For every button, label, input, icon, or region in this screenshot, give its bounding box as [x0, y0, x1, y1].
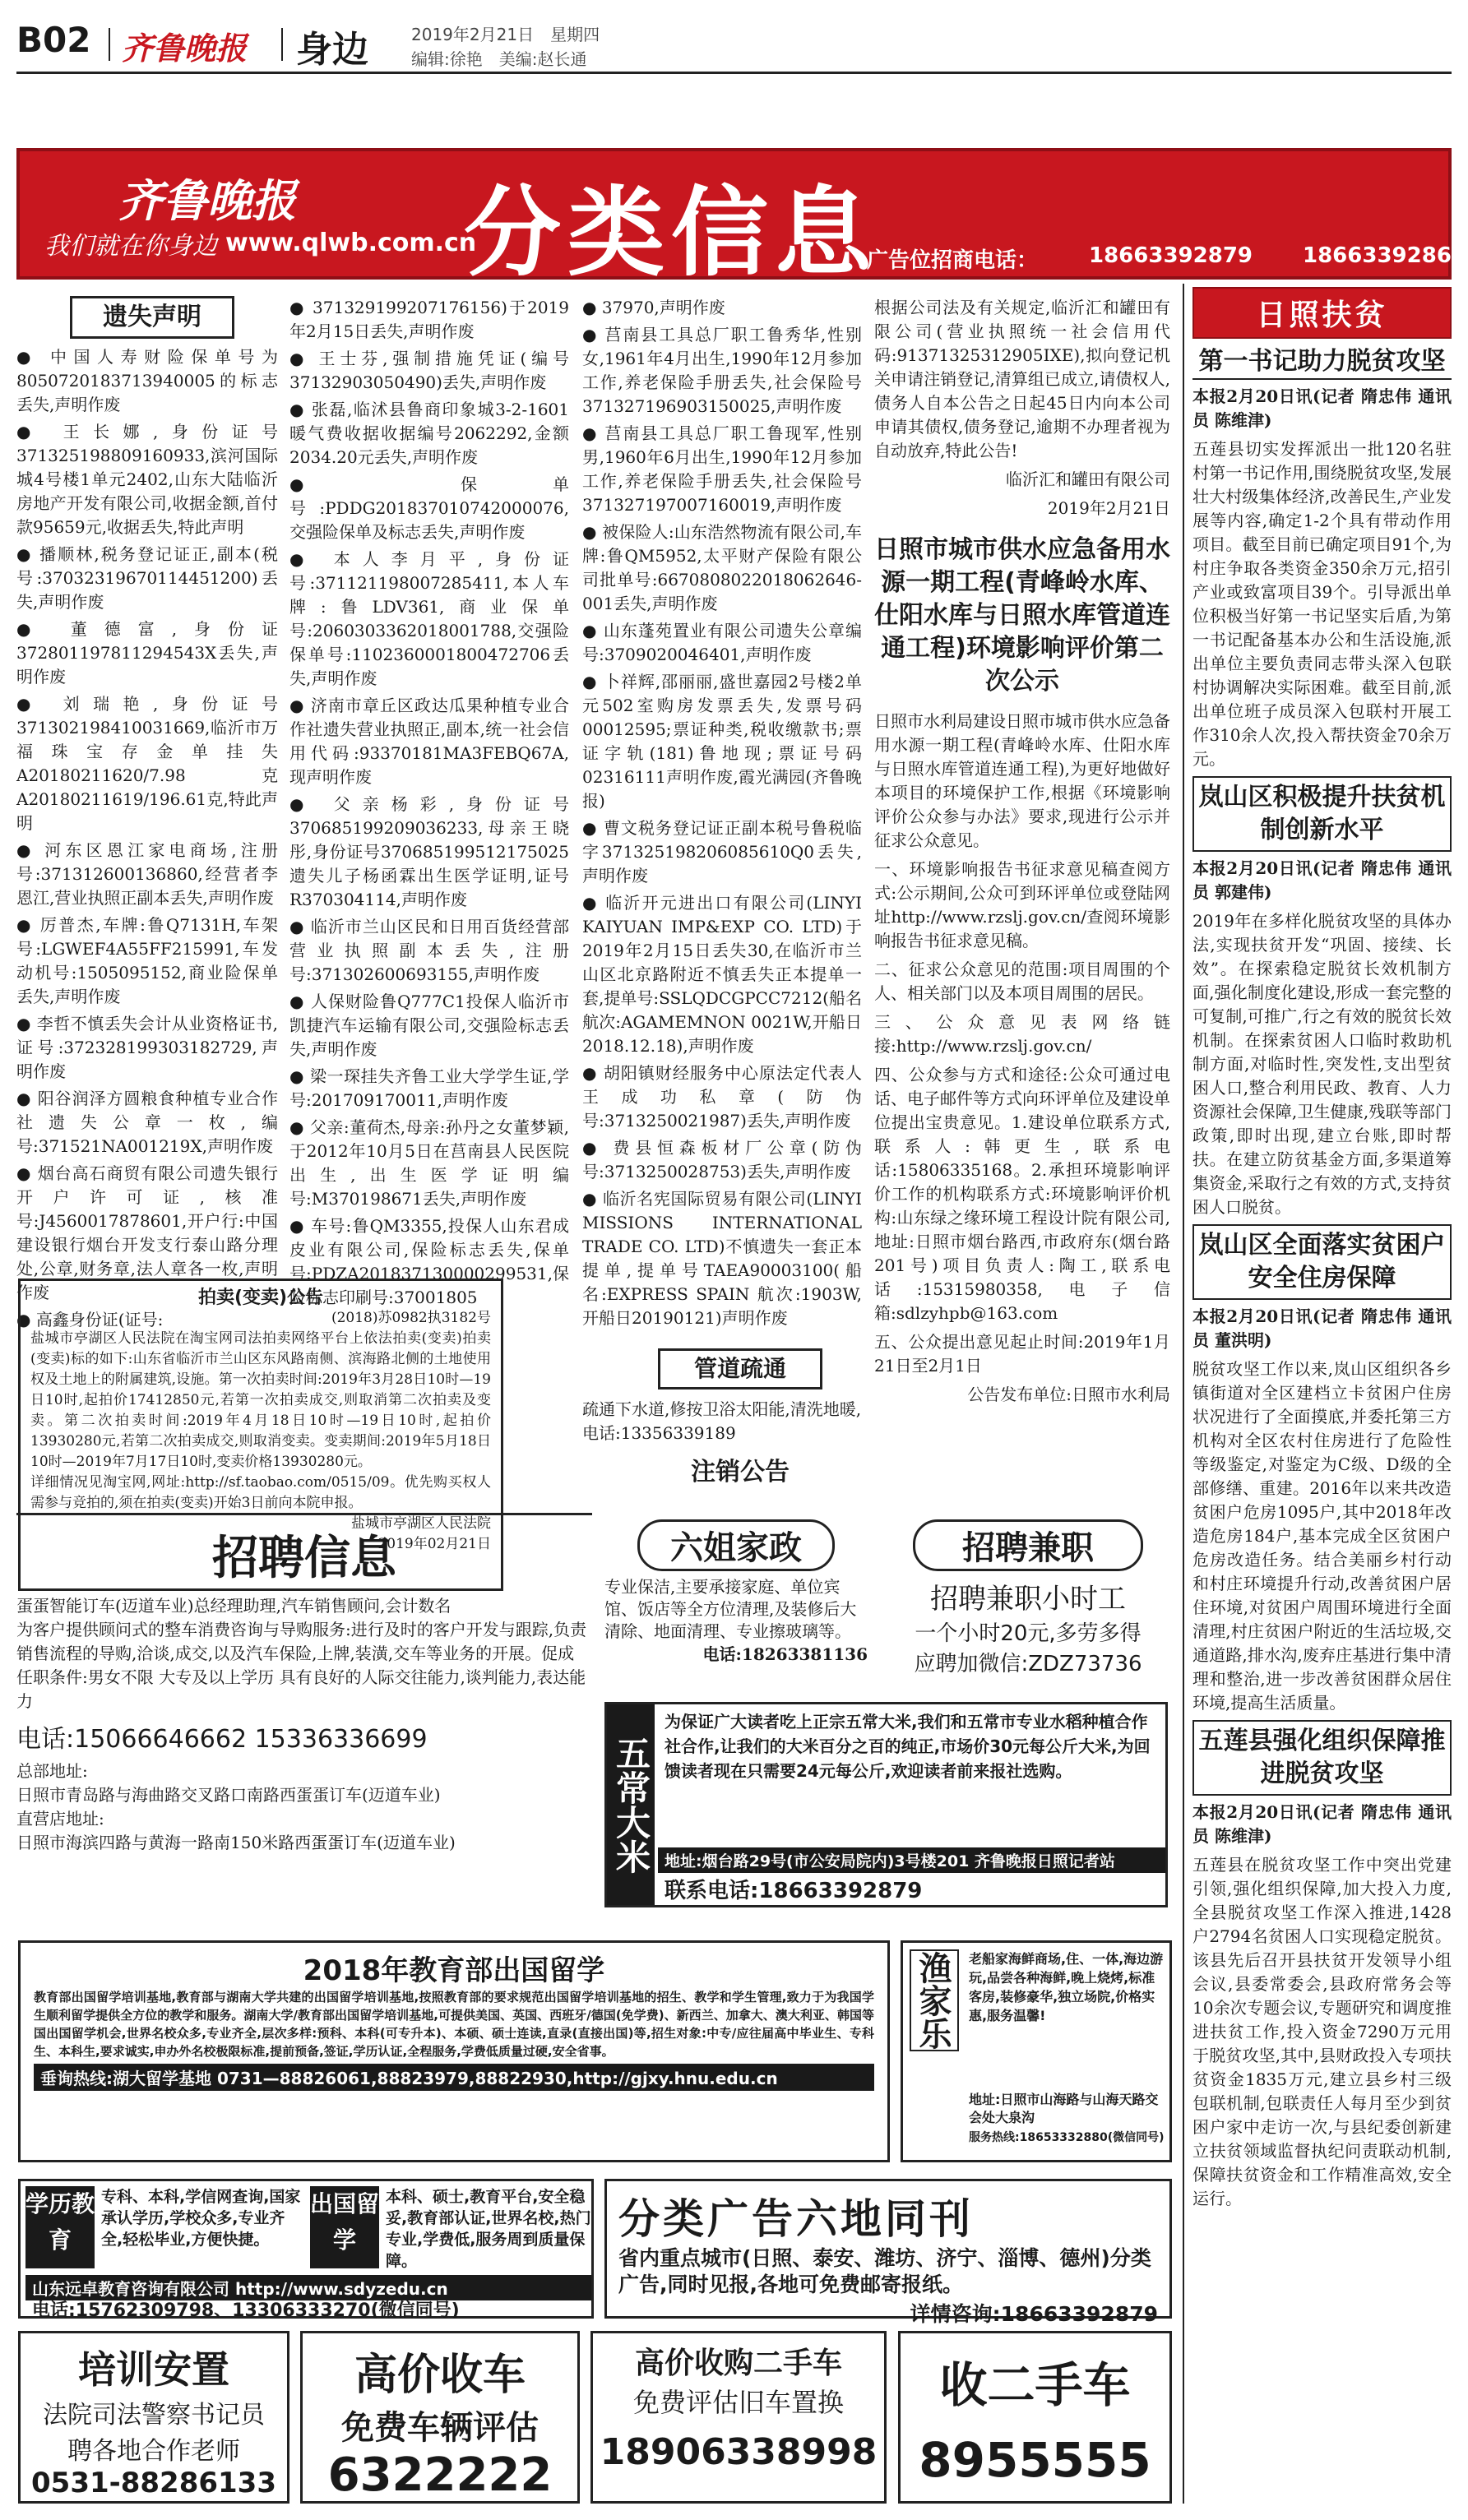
poverty-banner — [1192, 287, 1452, 339]
list-item: ● 山东蓬苑置业有限公司遗失公章编号:3709020046401,声明作废 — [582, 619, 862, 667]
list-item: ● 王士芬,强制措施凭证(编号37132903050490)丢失,声明作废 — [289, 347, 569, 395]
env-notice-title: 日照市城市供水应急备用水源一期工程(青峰岭水库、仕阳水库与日照水库管道连通工程)环境影响评价第二次公示 — [874, 535, 1170, 696]
divider — [109, 28, 110, 61]
list-item: ● 车号:鲁QM3355,投保人山东君成皮业有限公司,保险标志丢失,保单号:PDZA201837130000299531,保险标志印刷号:37001805 — [289, 1214, 569, 1310]
edu-heading: 2018年教育部出国留学 — [303, 1954, 605, 1987]
parttime-heading-box — [913, 1519, 1143, 1571]
used-car-ad — [590, 2331, 887, 2504]
article-title: 岚山区积极提升扶贫机制创新水平 — [1192, 776, 1452, 852]
recruit-store-label: 直营店地址: — [16, 1809, 104, 1829]
school-text-2: 本科、硕士,教育平台,安全稳妥,教育部认证,世界名校,热门专业,学费低,服务周到质量保障。 — [386, 2188, 591, 2270]
list-item: ● 莒南县工具总厂职工鲁现军,性别男,1960年6月出生,1990年12月参加工作,养老保险手册丢失,社会保险号371327197007160019,声明作废 — [582, 422, 862, 517]
auction-case-number: (2018)苏0982执3182号 — [331, 1310, 491, 1326]
list-item: ● 河东区恩江家电商场,注册号:371312600136860,经营者李恩江,营业执照正副本丢失,声明作废 — [16, 839, 278, 910]
liujie-phone: 电话:18263381136 — [702, 1644, 868, 1664]
recruit-section — [16, 1513, 592, 1924]
school-text-1: 专科、本科,学信网查询,国家承认学历,学校众多,专业齐全,轻松毕业,方便快捷。 — [101, 2188, 301, 2249]
fishing-body: 老船家海鲜商场,住、一体,海边游玩,品尝各种海鲜,晚上烧烤,标准客房,装修豪华,独立场院,价格实惠,服务温馨! — [969, 1951, 1164, 2023]
env-paragraph: 三、公众意见表网络链接:http://www.rzslj.gov.cn/ — [874, 1012, 1170, 1056]
list-item: ● 费县恒森板材厂公章(防伪号:3713250028753)丢失,声明作废 — [582, 1136, 862, 1184]
article-byline: 本报2月20日讯(记者 隋忠伟 通讯员 陈维津) — [1192, 1802, 1452, 1846]
masthead — [16, 16, 1452, 74]
recruit-address-label: 总部地址: — [16, 1761, 88, 1781]
list-item: ● 播顺林,税务登记证正,副本(税号:37032319670114451200)丢失,声明作废 — [16, 543, 278, 614]
list-item: ● 被保险人:山东浩然物流有限公司,车牌:鲁QM5952,太平财产保险有限公司批单号:6670808022018062646-001丢失,声明作废 — [582, 520, 862, 616]
used-car-line-1: 免费评估旧车置换 — [632, 2387, 844, 2418]
recruit-store: 日照市海滨四路与黄海一路南150米路西蛋蛋订车(迈道车业) — [16, 1833, 456, 1852]
school-company: 山东远卓教育咨询有限公司 http://www.sdyzedu.cn — [25, 2275, 591, 2300]
hotline-phone-1: 18663392879 — [1089, 243, 1253, 268]
recruit-desc: 为客户提供顾问式的整车消费咨询与导购服务:进行及时的客户开发与跟踪,负责销售流程的导购,洽谈,成交,以及汽车保险,上牌,装潢,交车等业务的开展。促成 — [16, 1620, 587, 1663]
second-hand-car-ad — [898, 2331, 1172, 2504]
banner-slogan: 我们就在你身边 — [44, 232, 217, 261]
list-item: ● 临沂市兰山区民和日用百货经营部营业执照副本丢失,注册号:371302600693155,声明作废 — [289, 915, 569, 987]
fishing-address: 地址:日照市山海路与山海天路交会处大泉沟 — [969, 2092, 1159, 2125]
pipe-text: 疏通下水道,修按卫浴太阳能,清洗地暖,电话:13356339189 — [582, 1399, 862, 1443]
used-car-title: 高价收购二手车 — [634, 2347, 842, 2380]
list-item: ● 临沂开元进出口有限公司(LINYI KAIYUAN IMP&EXP CO. LTD)于2019年2月15日丢失30,在临沂市兰山区北京路附近不慎丢失正本提单一套,提单号:SSLQDCGPCC7212(船名航次:AGAMEMNON 0021W,开船日2018.12.18),声明作废 — [582, 891, 862, 1058]
list-item: ● 烟台高石商贸有限公司遗失银行开户许可证,核准号:J4560017878601,开户行:中国建设银行烟台开发支行泰山路分理处,公章,财务章,法人章各一枚,声明作废 — [16, 1162, 278, 1305]
six-cities-heading: 分类广告六地同刊 — [618, 2195, 974, 2243]
school-tag-2: 出国留学 — [310, 2186, 379, 2268]
lost-list-1 — [16, 345, 278, 1332]
list-item: ● 刘瑞艳,身份证号371302198410031669,临沂市万福珠宝存金单挂失A20180211620/7.98克 A20180211619/196.61克,特此声明 — [16, 692, 278, 835]
fishing-tag: 渔家乐 — [910, 1949, 959, 2051]
article-body: 2019年在多样化脱贫攻坚的具体办法,实现扶贫开发“巩固、接续、长效”。在探索稳定脱贫长效机制方面,强化制度化建设,形成一套完整的可复制,可推广,行之有效的脱贫长效机制。在探索贫困人口临时救助机制方面,对临时性,突发性,支出型贫困人口,整合利用民政、教育、人力资源社会保障,卫生健康,残联等部门政策,即时出现,建立台账,即时帮扶。在建立防贫基金方面,多渠道筹集资金,采取行之有效的方式,支持贫困人口脱贫。 — [1192, 911, 1452, 1217]
auction-date: 2019年02月21日 — [377, 1536, 491, 1552]
list-item: ● 厉普杰,车牌:鲁Q7131H,车架号:LGWEF4A55FF215991,车发动机号:1505095152,商业险保单丢失,声明作废 — [16, 913, 278, 1009]
env-paragraph: 五、公众提出意见起止时间:2019年1月21日至2月1日 — [874, 1332, 1170, 1376]
pipe-heading: 管道疏通 — [693, 1355, 786, 1382]
article-title: 岚山区全面落实贫困户安全住房保障 — [1192, 1224, 1452, 1300]
second-hand-car-title: 收二手车 — [939, 2357, 1131, 2413]
env-paragraph: 日照市水利局建设日照市城市供水应急备用水源一期工程(青峰岭水库、仕阳水库与日照水库管道连通工程),为更好地做好本项目的环境保护工作,根据《环境影响评价公众参与办法》要求,现进行公示并征求公众意见。 — [874, 711, 1170, 850]
article-body: 五莲县切实发挥派出一批120名驻村第一书记作用,围绕脱贫攻坚,发展壮大村级集体经济,改善民生,产业发展等内容,确定1-2个具有带动作用项目。截至目前已确定项目91个,为村庄争取各类资金350余万元,招引产业或致富项目39个。引导派出单位积极当好第一书记坚实后盾,为第一书记配备基本办公和生活设施,派出单位主要负责同志带头深入包联村协调解决实际困难。截至目前,派出单位班子成员深入包联村开展工作310余人次,投入帮扶资金70余万元。 — [1192, 439, 1452, 769]
env-paragraph: 一、环境影响报告书征求意见稿查阅方式:公示期间,公众可到环评单位或登陆网址http://www.rzslj.gov.cn/查阅环境影响报告书征求意见稿。 — [874, 859, 1170, 950]
car-buy-line-1: 免费车辆评估 — [341, 2409, 539, 2447]
cancellation-sign: 临沂汇和罐田有限公司 — [1006, 469, 1170, 489]
parttime-ad — [880, 1513, 1176, 1677]
list-item: ● 保单号:PDDG201837010742000076,交强险保单及标志丢失,声明作废 — [289, 473, 569, 544]
pipe-heading-box — [658, 1348, 822, 1389]
training-line-1: 法院司法警察书记员 — [43, 2401, 265, 2430]
parttime-heading: 招聘兼职 — [962, 1529, 1094, 1567]
car-buy-title: 高价收车 — [354, 2351, 526, 2400]
list-item: ● 父亲:董荷杰,母亲:孙丹之女董梦颖,于2012年10月5日在莒南县人民医院出生,出生医学证明编号:M370198671丢失,声明作废 — [289, 1116, 569, 1211]
page-number: B02 — [16, 20, 91, 60]
rice-phone: 联系电话:18663392879 — [665, 1879, 923, 1903]
classified-banner — [16, 148, 1466, 289]
article-title: 五莲县强化组织保障推进脱贫攻坚 — [1192, 1720, 1452, 1796]
list-item: ● 张磊,临沭县鲁商印象城3-2-1601暖气费收据收据编号2062292,金额2034.20元丢失,声明作废 — [289, 398, 569, 469]
recruit-phone: 电话:15066646662 15336336699 — [16, 1725, 428, 1754]
notice-column — [874, 296, 1170, 1447]
car-buy-phone: 6322222 — [327, 2448, 553, 2502]
fishing-phone: 服务热线:18653332880(微信同号) — [969, 2131, 1165, 2144]
fishing-ad — [901, 1940, 1172, 2162]
cancel-heading: 注销公告 — [691, 1458, 790, 1487]
hotline-label: 广告位招商电话： — [867, 248, 1039, 273]
liujie-heading-box — [637, 1519, 835, 1571]
env-paragraph: 四、公众参与方式和途径:公众可通过电话、电子邮件等方式向环评单位及建设单位提出宝贵意见。1.建设单位联系方式,联系人:韩更生,联系电话:15806335168。2.承担环境影响评价工作的机构联系方式:环境影响评价机构:山东绿之缘环境工程设计院有限公司,地址:日照市烟台路西,市政府东(烟台路201号)项目负责人:陶工,联系电话:15315980358,电子信箱:sdlzyhpb@163.com — [874, 1065, 1170, 1323]
article-body: 五莲县在脱贫攻坚工作中突出党建引领,强化组织保障,加大投入力度,全县脱贫攻坚工作深入推进,1428户2794名贫困人口实现稳定脱贫。该县先后召开县扶贫开发领导小组会议,县委常委会,县政府常务会等10余次专题会议,专题研究和调度推进扶贫工作,投入资金7290万元用于脱贫攻坚,其中,县财政投入专项扶贫资金1835万元,建立县乡村三级包联机制,包联责任人每月至少到贫困户家中走访一次,与县纪委创新建立扶贫领域监督执纪问责联动机制,保障扶贫资金和工作精准高效,安全运行。 — [1192, 1855, 1452, 2208]
hotline-phone-2: 18663392869 — [1303, 243, 1466, 268]
article-title: 第一书记助力脱贫攻坚 — [1192, 345, 1452, 380]
recruit-address: 日照市青岛路与海曲路交叉路口南路西蛋蛋订车(迈道车业) — [16, 1785, 441, 1805]
liujie-body: 专业保洁,主要承接家庭、单位宾馆、饭店等全方位清理,及装修后大清除、地面清理、专业擦玻璃等。 — [604, 1577, 857, 1641]
editors: 编辑:徐艳 美编:赵长通 — [411, 49, 587, 69]
parttime-line-3: 应聘加微信:ZDZ73736 — [914, 1652, 1142, 1676]
list-item: ● 中国人寿财险保单号为8050720183713940005的标志丢失,声明作废 — [16, 345, 278, 417]
training-title: 培训安置 — [78, 2347, 229, 2392]
list-item: ● 李哲不慎丢失会计从业资格证书,证号:372328199303182729,声明作废 — [16, 1012, 278, 1084]
second-hand-car-phone: 8955555 — [919, 2432, 1151, 2488]
cancellation-date: 2019年2月21日 — [1047, 498, 1170, 518]
recruit-intro: 蛋蛋智能订车(迈道车业)总经理助理,汽车销售顾问,会计数名 — [16, 1596, 452, 1616]
six-cities-ad — [604, 2179, 1172, 2326]
school-ad — [18, 2179, 594, 2319]
school-tag-1: 学历教育 — [25, 2186, 95, 2268]
rice-body: 为保证广大读者吃上正宗五常大米,我们和五常市专业水稻种植合作社合作,让我们的大米百分之百的纯正,市场价30元每公斤大米,为回馈读者现在只需要24元每公斤,欢迎读者前来报社选购。 — [665, 1712, 1151, 1781]
list-item: ● 阳谷润泽方圆粮食种植专业合作社遗失公章一枚,编号:371521NA001219X,声明作废 — [16, 1087, 278, 1158]
recruit-heading: 招聘信息 — [212, 1532, 396, 1585]
list-item: ● 临沂名宪国际贸易有限公司(LINYI MISSIONS INTERNATIONAL TRADE CO. LTD)不慎遗失一套正本提单,提单号TAEA90003100(船名:EXPRESS SPAIN 航次:1903W,开船日20190121)声明作废 — [582, 1187, 862, 1330]
lost-list-3 — [582, 296, 862, 1330]
six-cities-body: 省内重点城市(日照、泰安、潍坊、济宁、淄博、德州)分类广告,同时见报,各地可免费邮寄报纸。 — [618, 2246, 1151, 2296]
poverty-column — [1183, 284, 1452, 2504]
rice-address: 地址:烟台路29号(市公安局院内)3号楼201 齐鲁晚报日照记者站 — [658, 1847, 1165, 1873]
auction-sign: 盐城市亭湖区人民法院 — [351, 1515, 491, 1532]
parttime-line-1: 招聘兼职小时工 — [930, 1583, 1126, 1616]
rice-tag: 五常大米 — [607, 1704, 655, 1905]
liujie-ad — [604, 1513, 868, 1677]
poverty-article — [1192, 345, 1452, 2211]
six-cities-phone: 详情咨询:18663392879 — [910, 2302, 1158, 2326]
list-item: ● 济南市章丘区政达瓜果种植专业合作社遗失营业执照正,副本,统一社会信用代码:93370181MA3FEBQ67A,现声明作废 — [289, 694, 569, 789]
lost-list-2 — [289, 296, 569, 1310]
list-item: ● 高鑫身份证(证号: — [16, 1308, 278, 1332]
auction-url: 详细情况见淘宝网,网址:http://sf.taobao.com/0515/09。优先购买权人需参与竞拍的,须在拍卖(变卖)开始3日前向本院申报。 — [30, 1474, 491, 1511]
article-byline: 本报2月20日讯(记者 隋忠伟 通讯员 董洪明) — [1192, 1306, 1452, 1350]
edu-ad — [18, 1940, 890, 2162]
list-item: ● 卜祥辉,邵丽丽,盛世嘉园2号楼2单元502室购房发票丢失,发票号码00012595;票证种类,税收缴款书;票证字轨(181)鲁地现;票证号码02316111声明作废,霞光满园(齐鲁晚报) — [582, 670, 862, 813]
school-phone: 电话:15762309798、13306333270(微信同号) — [32, 2300, 460, 2321]
rice-ad — [604, 1702, 1168, 1907]
paper-name: 齐鲁晚报 — [122, 30, 248, 67]
env-sign: 公告发布单位:日照市水利局 — [967, 1385, 1170, 1404]
used-car-phone: 18906338998 — [600, 2431, 878, 2473]
list-item: ● 37970,声明作废 — [582, 296, 862, 320]
list-item: ● 胡阳镇财经服务中心原法定代表人王成功私章(防伪号:3713250021987)丢失,声明作废 — [582, 1061, 862, 1133]
article-byline: 本报2月20日讯(记者 隋忠伟 通讯员 郭建伟) — [1192, 858, 1452, 902]
list-item: ● 371329199207176156)于2019年2月15日丢失,声明作废 — [289, 296, 569, 344]
issue-date: 2019年2月21日 星期四 — [411, 25, 600, 44]
lost-heading: 遗失声明 — [103, 303, 201, 331]
car-buy-ad — [300, 2331, 580, 2504]
env-paragraph: 二、征求公众意见的范围:项目周围的个人、相关部门以及本项目周围的居民。 — [874, 959, 1170, 1003]
banner-title: 分类信息 — [464, 176, 879, 289]
auction-body: 盐城市亭湖区人民法院在淘宝网司法拍卖网络平台上依法拍卖(变卖)拍卖(变卖)标的如下:山东省临沂市兰山区东风路南侧、滨海路北侧的土地使用权及土地上的附属建筑,设施。第一次拍卖时间:2019年3月28日10时—19日10时,起拍价17412850元,若第一次拍卖成交,则取消第二次拍卖及变卖。第二次拍卖时间:2019年4月18日10时—19日10时,起拍价13930280元,若第二次拍卖成交,则取消变卖。变卖期间:2019年5月18日10时—2019年7月17日10时,变卖价格13930280元。 — [30, 1330, 491, 1470]
list-item: ● 本人李月平,身份证号:371121198007285411,本人车牌:鲁LDV361,商业保单号:2060303362018001788,交强险保单号:1102360001800472706丢失,声明作废 — [289, 548, 569, 691]
list-item: ● 莒南县工具总厂职工鲁秀华,性别女,1961年4月出生,1990年12月参加工作,养老保险手册丢失,社会保险号371327196903150025,声明作废 — [582, 323, 862, 418]
list-item: ● 王长娜,身份证号371325198809160933,滨河国际城4号楼1单元2402,山东大陆临沂房地产开发有限公司,收据金额,首付款95659元,收据丢失,特此声明 — [16, 420, 278, 539]
banner-logo: 齐鲁晚报 — [118, 174, 296, 227]
article-body: 脱贫攻坚工作以来,岚山区组织各乡镇街道对全区建档立卡贫困户住房状况进行了全面摸底,并委托第三方机构对全区农村住房进行了危险性等级鉴定,对鉴定为C级、D级的全部修缮、重建。2016年以来共改造贫困户危房1095户,其中2018年改造危房184户,基本完成全区贫困户危房改造任务。结合美丽乡村行动和村庄环境提升行动,改善贫困户居住环境,对贫困户周围环境进行全面清理,村庄贫困户附近的生活垃圾,交通道路,排水沟,废弃庄基进行集中清理和整治,进一步改善贫困群众居住环境,提高生活质量。 — [1192, 1359, 1452, 1713]
section-name: 身边 — [296, 29, 368, 71]
cancellation-text: 根据公司法及有关规定,临沂汇和罐田有限公司(营业执照统一社会信用代码:91371325312905IXE),拟向登记机关申请注销登记,清算组已成立,请债权人,债务人自本公告之日起45日内向本公司申请其债权,债务登记,逾期不办理者视为自动放弃,特此公告! — [874, 298, 1170, 460]
edu-hotline: 垂询热线:湖大留学基地 0731—88826061,88823979,88822930,http://gjxy.hnu.edu.cn — [34, 2064, 874, 2091]
list-item: ● 梁一琛挂失齐鲁工业大学学生证,学号:201709170011,声明作废 — [289, 1065, 569, 1112]
edu-body: 教育部出国留学培训基地,教育部与湖南大学共建的出国留学培训基地,按照教育部的要求规范出国留学培训基地的招生、教学和学生管理,致力于为我国学生顺利留学提供全方位的教学和服务。湖南大学/教育部出国留学培训基地,可提供美国、英国、西班牙/德国(免学费)、新西兰、加拿大、澳大利亚、韩国等国出国留学机会,世界名校众多,专业齐全,层次多样:预科、本科(可专升本)、本硕、硕士连读,直录(直接出国)等,招生对象:中专/应往届高中毕业生、专科生、本科生,要求诚实,申办外名校极限标准,提前预备,签证,学历认证,全程服务,学费低质量过硬,安全省事。 — [34, 1990, 874, 2059]
auction-heading: 拍卖(变卖)公告 — [197, 1288, 324, 1308]
divider — [281, 28, 283, 61]
training-line-2: 聘各地合作老师 — [67, 2437, 240, 2466]
banner-url: www.qlwb.com.cn — [225, 229, 477, 257]
parttime-line-2: 一个小时20元,多劳多得 — [915, 1621, 1142, 1646]
training-ad — [18, 2331, 289, 2504]
recruit-requirements: 任职条件:男女不限 大专及以上学历 具有良好的人际交往能力,谈判能力,表达能力 — [16, 1667, 586, 1711]
liujie-heading: 六姐家政 — [670, 1529, 802, 1567]
list-item: ● 董德富,身份证372801197811294543X丢失,声明作废 — [16, 617, 278, 689]
list-item: ● 曹文税务登记证正副本税号鲁税临字371325198206085610Q0丢失,声明作废 — [582, 816, 862, 888]
lost-heading-box — [70, 296, 234, 339]
poverty-banner-text: 日照扶贫 — [1256, 298, 1388, 332]
list-item: ● 人保财险鲁Q777C1投保人临沂市凯捷汽车运输有限公司,交强险标志丢失,声明作废 — [289, 990, 569, 1061]
article-byline: 本报2月20日讯(记者 隋忠伟 通讯员 陈维津) — [1192, 386, 1452, 430]
training-phone: 0531-88286133 — [31, 2467, 276, 2499]
lost-column-3 — [582, 296, 862, 1340]
list-item: ● 父亲杨彩,身份证号370685199209036233,母亲王晓彤,身份证号370685199512175025遗失儿子杨函霖出生医学证明,证号R370304114,声明作废 — [289, 793, 569, 912]
